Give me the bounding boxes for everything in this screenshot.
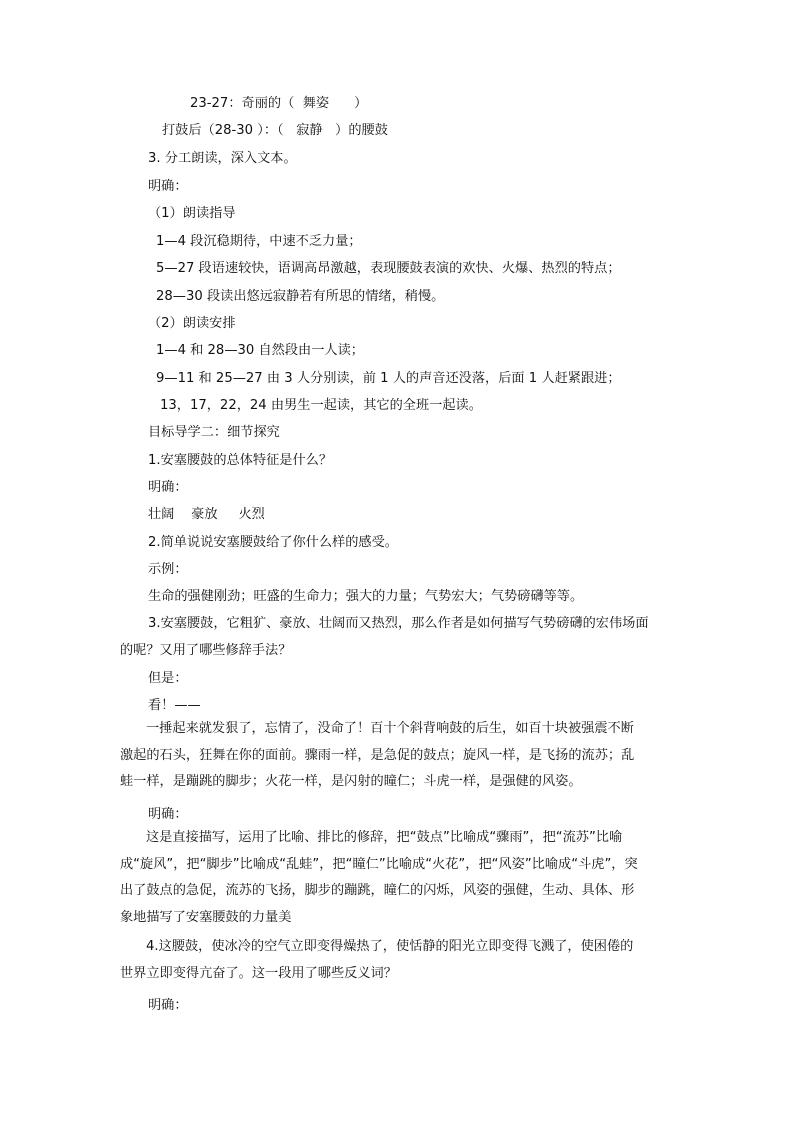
reading-plan-item: 13，17，22，24 由男生一起读，其它的全班一起读。	[160, 398, 482, 413]
answer-label: 明确：	[148, 179, 188, 194]
but-label: 但是：	[148, 671, 188, 686]
outline-line-after-drumming: 打鼓后（28-30 ）：（ 寂静 ）的腰鼓	[162, 123, 388, 138]
quoted-passage: 一捶起来就发狠了，忘情了，没命了！百十个斜背响鼓的后生，如百十块被强震不断激起的石头，狂舞在你的面前。骤雨一样，是急促的鼓点；旋风一样，是飞扬的流苏；乱蛙一样，是蹦跳的脚步；火花一样，是闪射的瞳仁；斗虎一样，是强健的风姿。	[120, 721, 635, 789]
question-3-line1: 3.安塞腰鼓，它粗犷、豪放、壮阔而又热烈，那么作者是如何描写气势磅礴的宏伟场面	[148, 616, 649, 631]
answer-label: 明确：	[148, 807, 188, 822]
answer-label: 明确：	[148, 480, 188, 495]
answer-label: 明确：	[148, 998, 188, 1013]
reading-guide-item: 28—30 段读出悠远寂静若有所思的情绪，稍慢。	[156, 289, 445, 304]
look-label: 看！——	[148, 698, 201, 713]
question-2: 2.简单说说安塞腰鼓给了你什么样的感受。	[148, 535, 398, 550]
question-3-line2: 的呢？又用了哪些修辞手法？	[120, 643, 292, 658]
reading-guide-item: 1—4 段沉稳期待，中速不乏力量；	[156, 234, 362, 249]
reading-plan-heading: （2）朗读安排	[148, 316, 236, 331]
reading-plan-item: 9—11 和 25—27 由 3 人分别读，前 1 人的声音还没落，后面 1 人赶紧跟进；	[156, 371, 621, 386]
question-1: 1.安塞腰鼓的总体特征是什么？	[148, 453, 333, 468]
outline-line-23-27: 23-27：奇丽的（ 舞姿 ）	[190, 96, 368, 111]
section-heading: 目标导学二：细节探究	[148, 425, 280, 440]
reading-guide-item: 5—27 段语速较快，语调高昂激越，表现腰鼓表演的欢快、火爆、热烈的特点；	[156, 261, 621, 276]
reading-guide-heading: （1）朗读指导	[148, 206, 236, 221]
example-text: 生命的强健刚劲；旺盛的生命力；强大的力量；气势宏大；气势磅礴等等。	[148, 589, 584, 604]
question-4: 4.这腰鼓，使冰冷的空气立即变得燥热了，使恬静的阳光立即变得飞溅了，使困倦的世界立即变得亢奋了。这一段用了哪些反义词？	[120, 939, 634, 981]
explanation-paragraph: 这是直接描写，运用了比喻、排比的修辞，把“鼓点”比喻成“骤雨”，把“流苏”比喻成“旋风”，把“脚步”比喻成“乱蛙”，把“瞳仁”比喻成“火花”，把“风姿”比喻成“斗虎”，突出了鼓点的急促，流苏的飞扬，脚步的蹦跳，瞳仁的闪烁，风姿的强健，生动、具体、形象地描写了安塞腰鼓的力量美	[120, 830, 638, 925]
answer-keywords: 壮阔 豪放 火烈	[148, 507, 265, 522]
example-label: 示例：	[148, 562, 188, 577]
step-heading: 3. 分工朗读，深入文本。	[148, 151, 297, 166]
reading-plan-item: 1—4 和 28—30 自然段由一人读；	[156, 343, 364, 358]
